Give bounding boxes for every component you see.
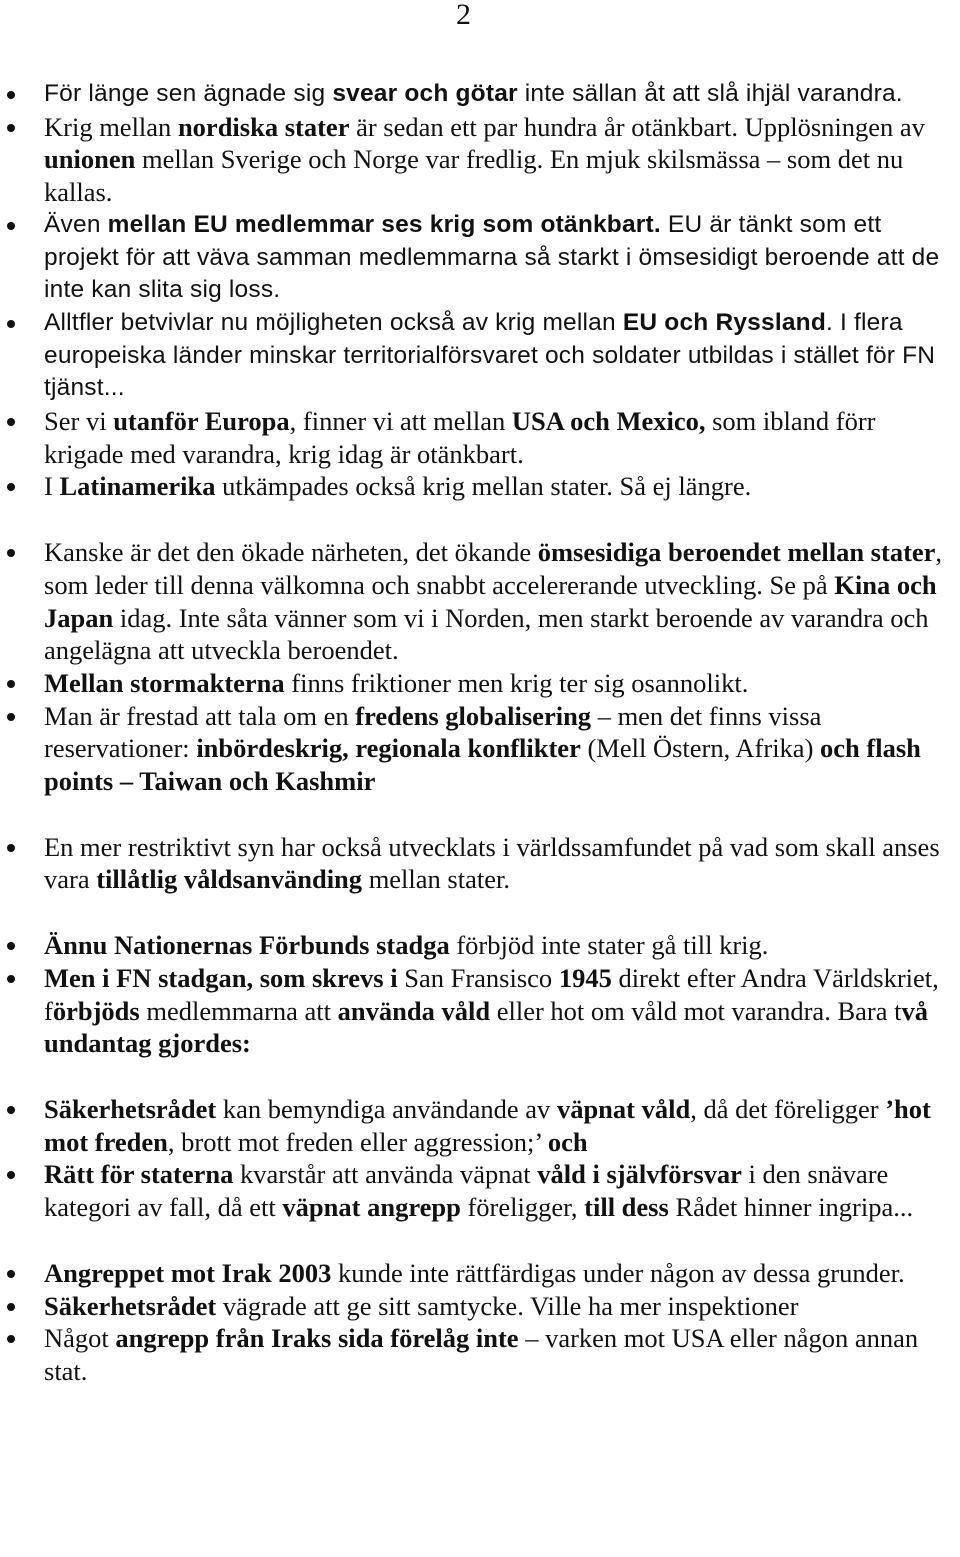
document-body — [0, 78, 960, 1388]
bullet-item — [0, 1322, 960, 1387]
bold-text: EU och Ryssland — [622, 308, 826, 336]
text: inte sällan åt att slå ihjäl varandra. — [517, 80, 903, 107]
text: – varken mot USA eller någon annan stat. — [44, 1323, 919, 1386]
bold-text: ömsesidiga beroendet mellan stater — [537, 537, 936, 568]
bold-text: våld i självförsvar — [537, 1159, 742, 1190]
text: San Fransisco — [397, 962, 559, 993]
bold-text: Säkerhetsrådet — [44, 1290, 217, 1321]
text: kvarstår att använda väpnat — [233, 1159, 538, 1190]
text: som ibland förr krigade med varandra, krig idag är otänkbart. — [44, 406, 876, 469]
text: finns friktioner men krig ter sig osannolikt. — [284, 667, 749, 698]
bold-text: Rätt för staterna — [44, 1159, 234, 1190]
bullet-item — [0, 962, 960, 1060]
text: , finner vi att mellan — [289, 406, 512, 437]
bold-text: vå undantag gjordes: — [44, 995, 928, 1059]
bullet-item — [0, 1290, 960, 1323]
text: För länge sen ägnade sig — [44, 80, 333, 107]
bullet-item — [0, 405, 960, 470]
text: Något — [44, 1323, 116, 1354]
bold-text: Men i FN stadgan, som skrevs i — [44, 962, 398, 993]
bold-text: mellan EU medlemmar ses krig som otänkbart. — [107, 210, 661, 238]
text: direkt efter Andra Världskriet, f — [44, 962, 939, 1026]
bold-text: utanför Europa — [113, 406, 290, 437]
bullet-item — [0, 536, 960, 667]
text: , då det föreligger — [690, 1093, 886, 1124]
bold-text: och flash points – Taiwan och Kashmir — [44, 733, 921, 797]
bold-text: till dess — [584, 1192, 669, 1223]
text: i den snävare kategori av fall, då ett — [44, 1159, 889, 1223]
bullet-item — [0, 929, 960, 962]
text: Även — [44, 210, 108, 238]
text: mellan stater. — [362, 864, 510, 895]
text: eller hot om våld mot varandra. Bara t — [490, 995, 902, 1026]
bold-text: fredens globalisering — [355, 700, 592, 731]
bold-text: Latinamerika — [59, 471, 216, 502]
text: utkämpades också krig mellan stater. Så ej längre. — [215, 471, 752, 502]
bullet-item — [0, 700, 960, 798]
bullet-item — [0, 1158, 960, 1223]
text: föreligger, — [460, 1192, 585, 1223]
bold-text: tillåtlig våldsanvänding — [96, 864, 363, 895]
bold-text: och — [547, 1126, 588, 1157]
page-number: 2 — [456, 0, 471, 31]
text: EU är tänkt som ett projekt för att väva samman medlemmarna så starkt i ömsesidigt beroende att de inte kan slita sig loss. — [44, 210, 940, 304]
bold-text: Ännu Nationernas Förbunds stadga — [44, 930, 450, 961]
bullet-item — [0, 78, 960, 111]
bold-text: angrepp från Iraks sida förelåg inte — [115, 1323, 519, 1354]
text: En mer restriktivt syn har också utvecklats i världssamfundet på vad som skall anses vara — [44, 831, 940, 895]
bold-text: nordiska stater — [177, 111, 350, 142]
bullet-item — [0, 1257, 960, 1290]
text: Rådet hinner ingripa... — [668, 1192, 914, 1223]
bold-text: väpnat angrepp — [282, 1192, 461, 1223]
text: vägrade att ge sitt samtycke. Ville ha mer inspektioner — [216, 1290, 799, 1321]
bold-text: svear och götar — [332, 80, 518, 107]
text: förbjöd inte stater gå till krig. — [449, 930, 769, 961]
text: Kanske är det den ökade närheten, det ökande — [44, 537, 538, 568]
bullet-item — [0, 111, 960, 209]
bold-text: örbjöds — [52, 995, 140, 1026]
text: . I flera europeiska länder minskar territorialförsvaret och soldater utbildas i stället för FN tjänst... — [44, 308, 936, 402]
bold-text: Mellan stormakterna — [44, 667, 285, 698]
text: , som leder till denna välkomna och snabbt accelererande utveckling. Se på — [44, 537, 943, 600]
text: mellan Sverige och Norge var fredlig. En mjuk skilsmässa – som det nu kallas. — [44, 144, 904, 208]
bullet-item — [0, 307, 960, 405]
bold-text: Kina och Japan — [44, 569, 937, 633]
text: Ser vi — [44, 406, 114, 437]
bullet-item — [0, 470, 960, 503]
text: , brott mot freden eller aggression;’ — [167, 1126, 548, 1157]
text: Man är frestad att tala om en — [44, 700, 356, 731]
bold-text: Säkerhetsrådet — [44, 1093, 217, 1124]
text: Krig mellan — [44, 111, 178, 142]
bullet-item — [0, 667, 960, 700]
bold-text: ’hot mot freden — [44, 1093, 931, 1157]
text: är sedan ett par hundra år otänkbart. Upplösningen av — [349, 111, 925, 142]
bold-text: väpnat våld — [556, 1093, 691, 1124]
bullet-item — [0, 831, 960, 896]
text: kan bemyndiga användande av — [216, 1093, 557, 1124]
bold-text: unionen — [44, 144, 136, 175]
text: I — [44, 471, 60, 502]
text: kunde inte rättfärdigas under någon av dessa grunder. — [331, 1257, 905, 1288]
text: (Mell Östern, Afrika) — [580, 733, 821, 764]
bold-text: använda våld — [337, 995, 491, 1026]
text: Alltfler betvivlar nu möjligheten också av krig mellan — [44, 308, 623, 336]
bullet-item — [0, 1093, 960, 1158]
text: – men det finns vissa reservationer: — [44, 700, 822, 764]
text: medlemmarna att — [139, 995, 338, 1026]
bold-text: Angreppet mot Irak 2003 — [44, 1257, 332, 1288]
bullet-item — [0, 209, 960, 307]
bold-text: USA och Mexico, — [511, 406, 706, 437]
bold-text: inbördeskrig, regionala konflikter — [196, 733, 581, 764]
text: idag. Inte såta vänner som vi i Norden, men starkt beroende av varandra och angelägna att utveckla beroendet. — [44, 602, 929, 666]
bold-text: 1945 — [558, 962, 612, 993]
